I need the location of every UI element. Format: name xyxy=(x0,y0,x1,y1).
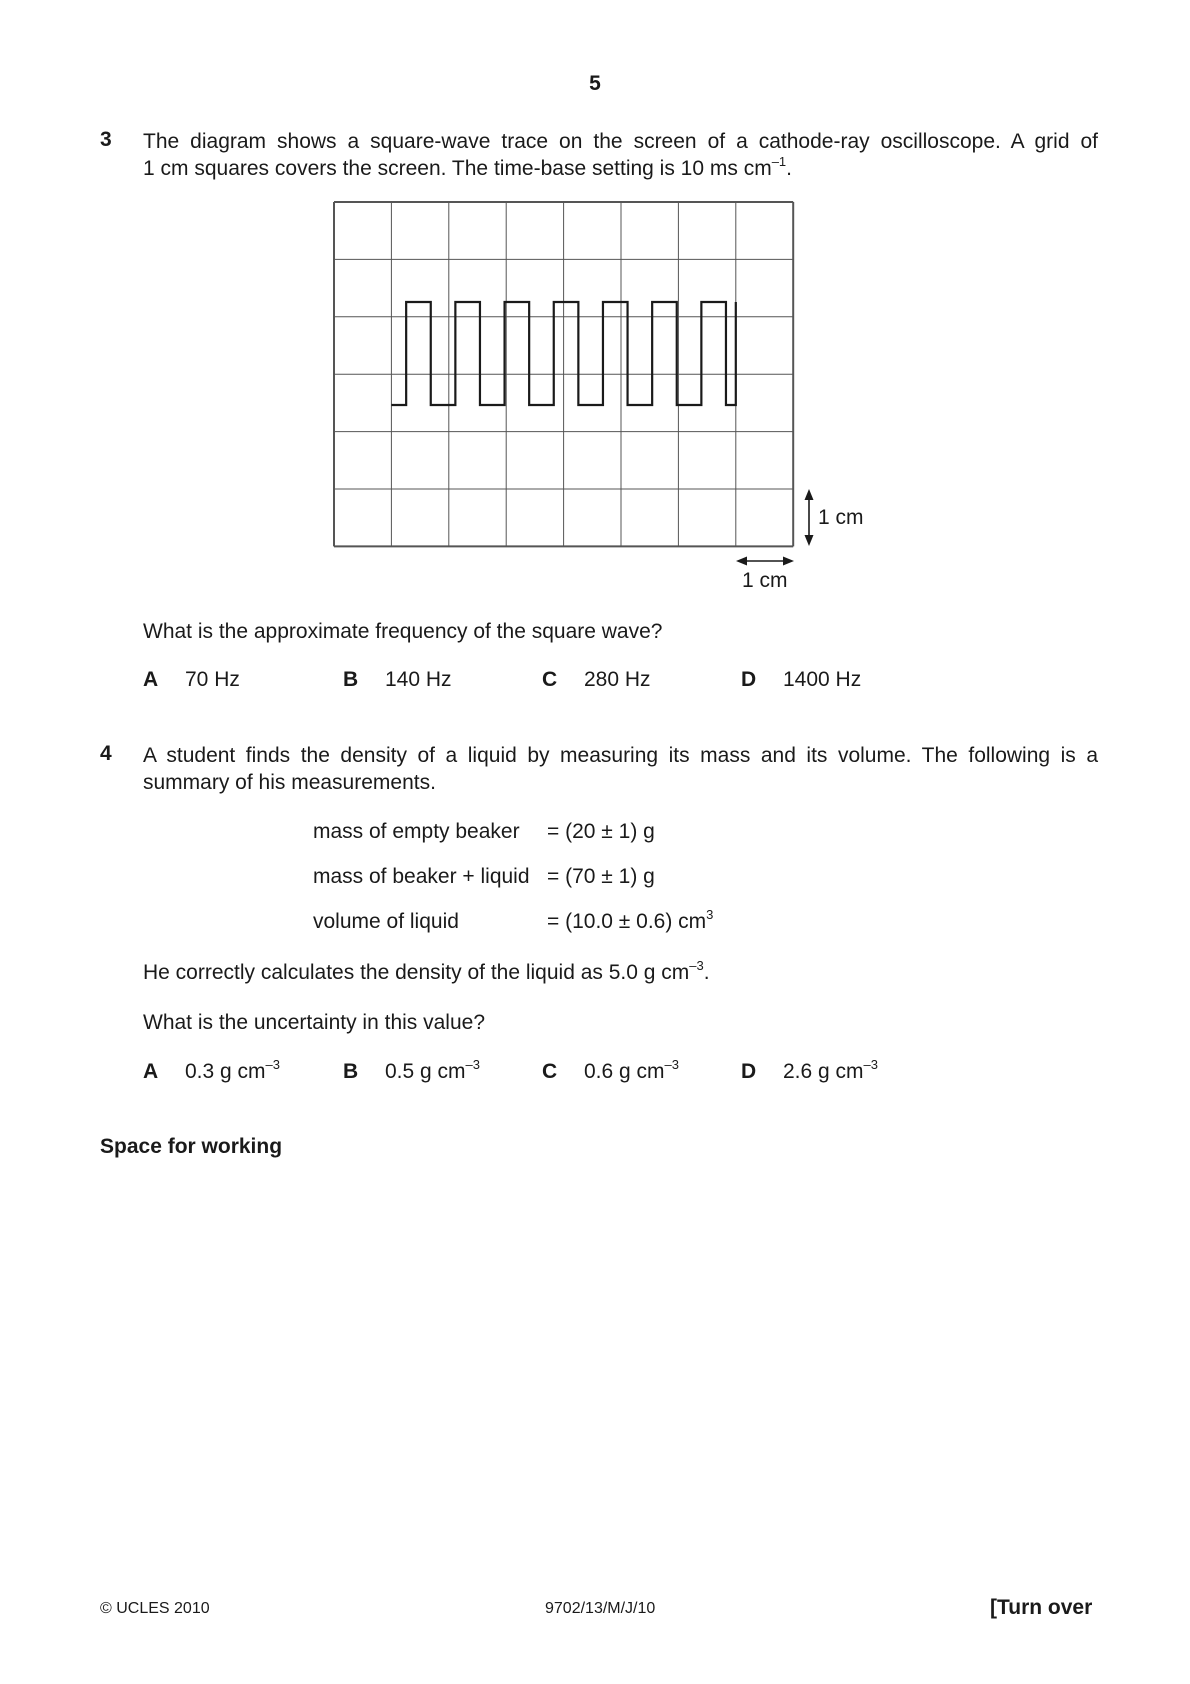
question-4-option-a-letter: A xyxy=(143,1060,159,1083)
measurement-value xyxy=(547,907,714,934)
question-4-option-c-letter: C xyxy=(542,1060,558,1083)
footer-copyright: © UCLES 2010 xyxy=(100,1600,210,1617)
question-4-calculation-end: . xyxy=(703,961,710,984)
footer-paper-code: 9702/13/M/J/10 xyxy=(545,1600,656,1617)
question-3-number: 3 xyxy=(100,128,112,151)
question-3-stem-line2-end: . xyxy=(786,157,793,180)
horizontal-scale-arrow xyxy=(736,557,794,566)
working-space-label: Space for working xyxy=(100,1135,283,1158)
question-4-option-a-value: 0.3 g cm xyxy=(185,1060,266,1083)
measurement-label: volume of liquid xyxy=(313,910,459,933)
question-3-option-d-text: 1400 Hz xyxy=(783,668,862,691)
question-3-prompt: What is the approximate frequency of the square wave? xyxy=(143,620,663,643)
question-4-option-b-text xyxy=(385,1057,481,1084)
measurement-sup: 3 xyxy=(706,907,714,922)
measurement-label: mass of beaker + liquid xyxy=(313,865,530,888)
question-3-option-c-letter: C xyxy=(542,668,558,691)
horizontal-scale-label: 1 cm xyxy=(742,569,788,592)
question-4-option-a-sup: –3 xyxy=(265,1057,281,1072)
question-4-option-b-value: 0.5 g cm xyxy=(385,1060,466,1083)
measurement-value xyxy=(547,820,655,844)
question-3-option-a-letter: A xyxy=(143,668,159,691)
question-4-option-b-letter: B xyxy=(343,1060,359,1083)
measurement-value-text: = (70 ± 1) g xyxy=(547,865,655,888)
question-3-stem-sup: –1 xyxy=(771,154,787,169)
question-4-stem-line1: A student finds the density of a liquid by measuring its mass and its volume. The following is a xyxy=(143,744,1098,767)
question-3-option-a-text: 70 Hz xyxy=(185,668,240,691)
question-3-option-b-letter: B xyxy=(343,668,359,691)
question-4-calculation-sup: –3 xyxy=(689,958,704,973)
question-4-option-a-text xyxy=(185,1057,281,1084)
question-4-option-c-sup: –3 xyxy=(664,1057,680,1072)
question-4-stem xyxy=(143,742,1098,796)
question-3-option-d-letter: D xyxy=(741,668,757,691)
question-4-option-d-text xyxy=(783,1057,879,1084)
question-4-calculation xyxy=(143,958,710,985)
vertical-scale-label: 1 cm xyxy=(818,506,864,529)
question-4-option-d-value: 2.6 g cm xyxy=(783,1060,864,1083)
measurement-label: mass of empty beaker xyxy=(313,820,520,843)
measurement-value-text: = (10.0 ± 0.6) cm xyxy=(547,910,707,933)
question-4-option-c-text xyxy=(584,1057,680,1084)
question-4-option-d-letter: D xyxy=(741,1060,757,1083)
question-3-option-c-text: 280 Hz xyxy=(584,668,651,691)
question-3-stem-line1: The diagram shows a square-wave trace on the screen of a cathode-ray oscilloscope. A grid of xyxy=(143,130,1098,153)
oscilloscope-grid xyxy=(334,202,793,546)
question-3-option-b-text: 140 Hz xyxy=(385,668,452,691)
question-4-option-d-sup: –3 xyxy=(863,1057,879,1072)
question-4-calculation-text: He correctly calculates the density of the liquid as 5.0 g cm xyxy=(143,961,690,984)
question-4-stem-line2: summary of his measurements. xyxy=(143,771,436,794)
footer-turn-over: [Turn over xyxy=(990,1596,1093,1619)
measurement-value-text: = (20 ± 1) g xyxy=(547,820,655,843)
question-4-number: 4 xyxy=(100,742,112,765)
vertical-scale-arrow xyxy=(805,489,814,546)
measurement-value xyxy=(547,865,655,889)
question-4-option-c-value: 0.6 g cm xyxy=(584,1060,665,1083)
question-4-option-b-sup: –3 xyxy=(465,1057,481,1072)
question-4-prompt: What is the uncertainty in this value? xyxy=(143,1011,486,1034)
oscilloscope-diagram xyxy=(0,0,1190,620)
page-number: 5 xyxy=(589,72,601,95)
question-3-stem-line2-text: 1 cm squares covers the screen. The time-base setting is 10 ms cm xyxy=(143,157,772,180)
